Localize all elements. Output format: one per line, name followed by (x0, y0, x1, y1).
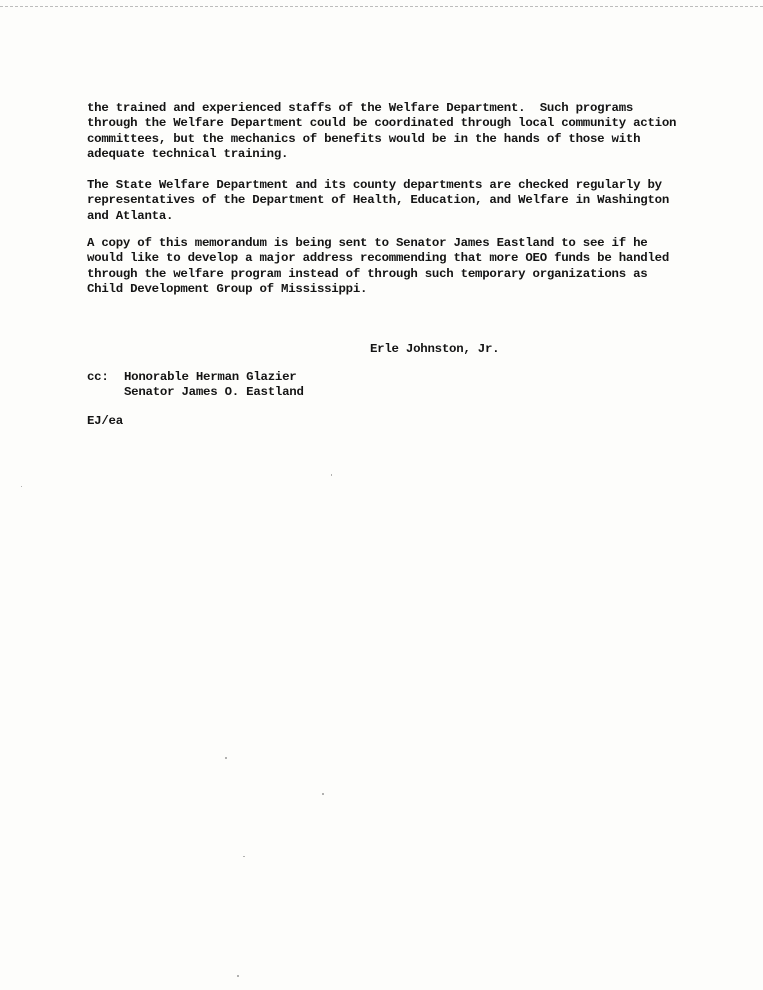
typist-initials: EJ/ea (87, 414, 123, 428)
scan-speck (21, 486, 22, 487)
body-paragraph-1: the trained and experienced staffs of the Welfare Department. Such programs through the Welfare Department could be coordinated through local community action committees, but the mechanics of benefits would be in the hands of those with adequate technical training. (87, 101, 677, 161)
scan-speck (331, 474, 332, 476)
scan-speck (322, 793, 324, 795)
cc-label: cc: (87, 370, 109, 384)
body-paragraph-3: A copy of this memorandum is being sent to Senator James Eastland to see if he would like to develop a major address recommending that more OEO funds be handled through the welfare program instead of through such temporary organizations as Child Development Group of Mississippi. (87, 236, 670, 296)
scan-speck (225, 757, 227, 759)
cc-recipients: Honorable Herman Glazier Senator James O. Eastland (124, 370, 304, 400)
page-top-edge (0, 0, 763, 7)
signature-line: Erle Johnston, Jr. (370, 342, 500, 356)
body-paragraph-2: The State Welfare Department and its county departments are checked regularly by representatives of the Department of Health, Education, and Welfare in Washington and Atlanta. (87, 178, 670, 223)
scan-speck (237, 975, 239, 977)
scan-speck (243, 856, 245, 857)
